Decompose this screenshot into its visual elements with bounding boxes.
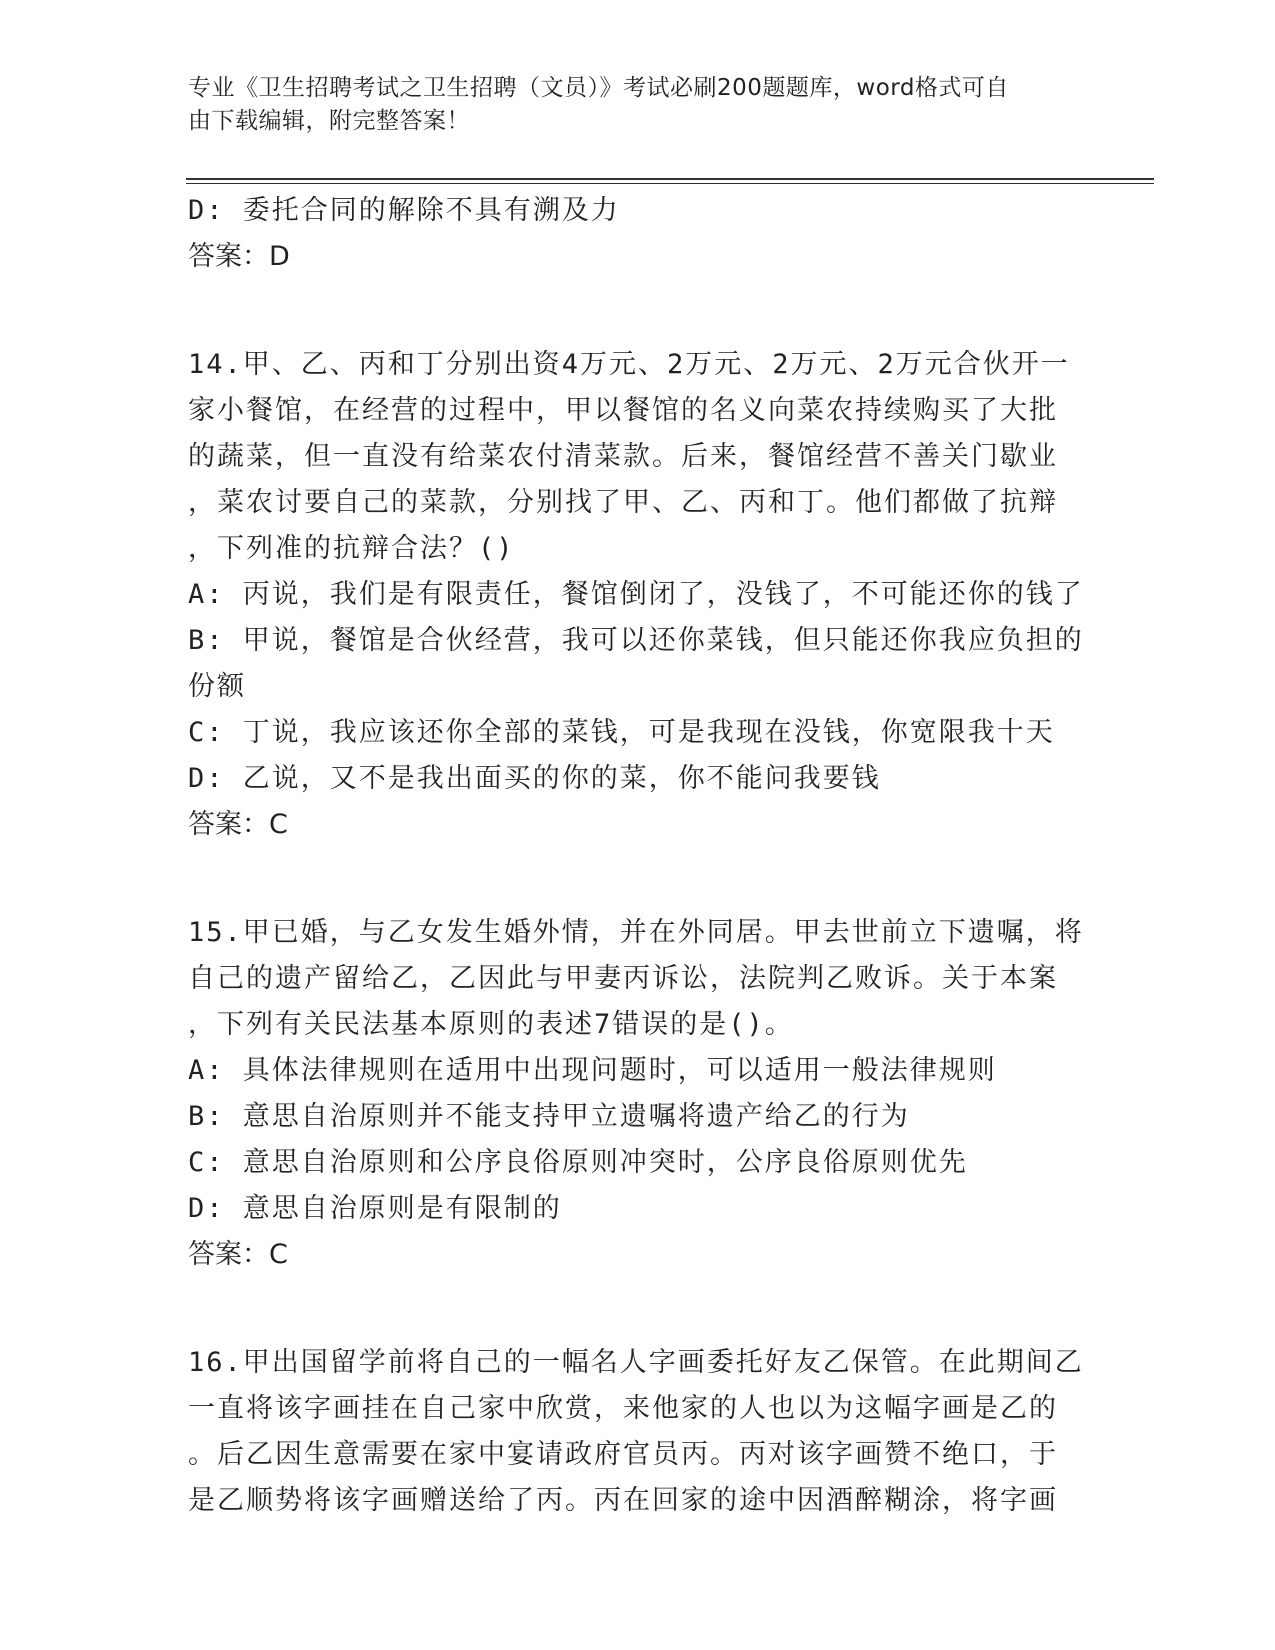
document-header [188,72,1068,138]
question-stem-line: 16.甲出国留学前将自己的一幅名人字画委托好友乙保管。在此期间乙 [188,1347,1084,1378]
option-d: D: 委托合同的解除不具有溯及力 [188,195,620,226]
document-body [188,188,1088,1524]
option-c: C: 丁说，我应该还你全部的菜钱，可是我现在没钱，你宽限我十天 [188,717,1055,748]
answer: 答案：C [188,1239,288,1270]
question-stem-line: 一直将该字画挂在自己家中欣赏，来他家的人也以为这幅字画是乙的 [188,1393,1058,1424]
question-stem-line: ，下列准的抗辩合法？() [188,533,515,564]
question-stem-line: 15.甲已婚，与乙女发生婚外情，并在外同居。甲去世前立下遗嘱，将 [188,917,1084,948]
question-stem-line: 是乙顺势将该字画赠送给了丙。丙在回家的途中因酒醉糊涂，将字画 [188,1485,1058,1516]
question-stem-line: 自己的遗产留给乙，乙因此与甲妻丙诉讼，法院判乙败诉。关于本案 [188,963,1058,994]
question-stem-line: 的蔬菜，但一直没有给菜农付清菜款。后来，餐馆经营不善关门歇业 [188,441,1058,472]
question-14 [188,342,1088,848]
option-b: B: 甲说，餐馆是合伙经营，我可以还你菜钱，但只能还你我应负担的 [188,625,1084,656]
header-divider [186,178,1154,180]
option-c: C: 意思自治原则和公序良俗原则冲突时，公序良俗原则优先 [188,1147,968,1178]
option-b-continued: 份额 [188,671,246,702]
option-d: D: 意思自治原则是有限制的 [188,1193,562,1224]
question-stem-line: 。后乙因生意需要在家中宴请政府官员丙。丙对该字画赞不绝口，于 [188,1439,1058,1470]
answer: 答案：D [188,241,290,272]
header-line-2: 由下载编辑，附完整答案！ [188,108,470,134]
option-d: D: 乙说，又不是我出面买的你的菜，你不能问我要钱 [188,763,881,794]
question-13 [188,188,1088,280]
header-divider-thin [186,183,1154,184]
question-stem-line: 14.甲、乙、丙和丁分别出资4万元、2万元、2万元、2万元合伙开一 [188,349,1070,380]
option-a: A: 丙说，我们是有限责任，餐馆倒闭了，没钱了，不可能还你的钱了 [188,579,1084,610]
header-line-1: 专业《卫生招聘考试之卫生招聘（文员）》考试必刷200题题库，word格式可自 [188,75,1009,101]
question-16 [188,1340,1088,1524]
answer: 答案：C [188,809,288,840]
option-a: A: 具体法律规则在适用中出现问题时，可以适用一般法律规则 [188,1055,997,1086]
question-stem-line: ，下列有关民法基本原则的表述7错误的是()。 [188,1009,794,1040]
question-stem-line: ，菜农讨要自己的菜款，分别找了甲、乙、丙和丁。他们都做了抗辩 [188,487,1058,518]
option-b: B: 意思自治原则并不能支持甲立遗嘱将遗产给乙的行为 [188,1101,910,1132]
question-15 [188,910,1088,1278]
question-stem-line: 家小餐馆，在经营的过程中，甲以餐馆的名义向菜农持续购买了大批 [188,395,1058,426]
